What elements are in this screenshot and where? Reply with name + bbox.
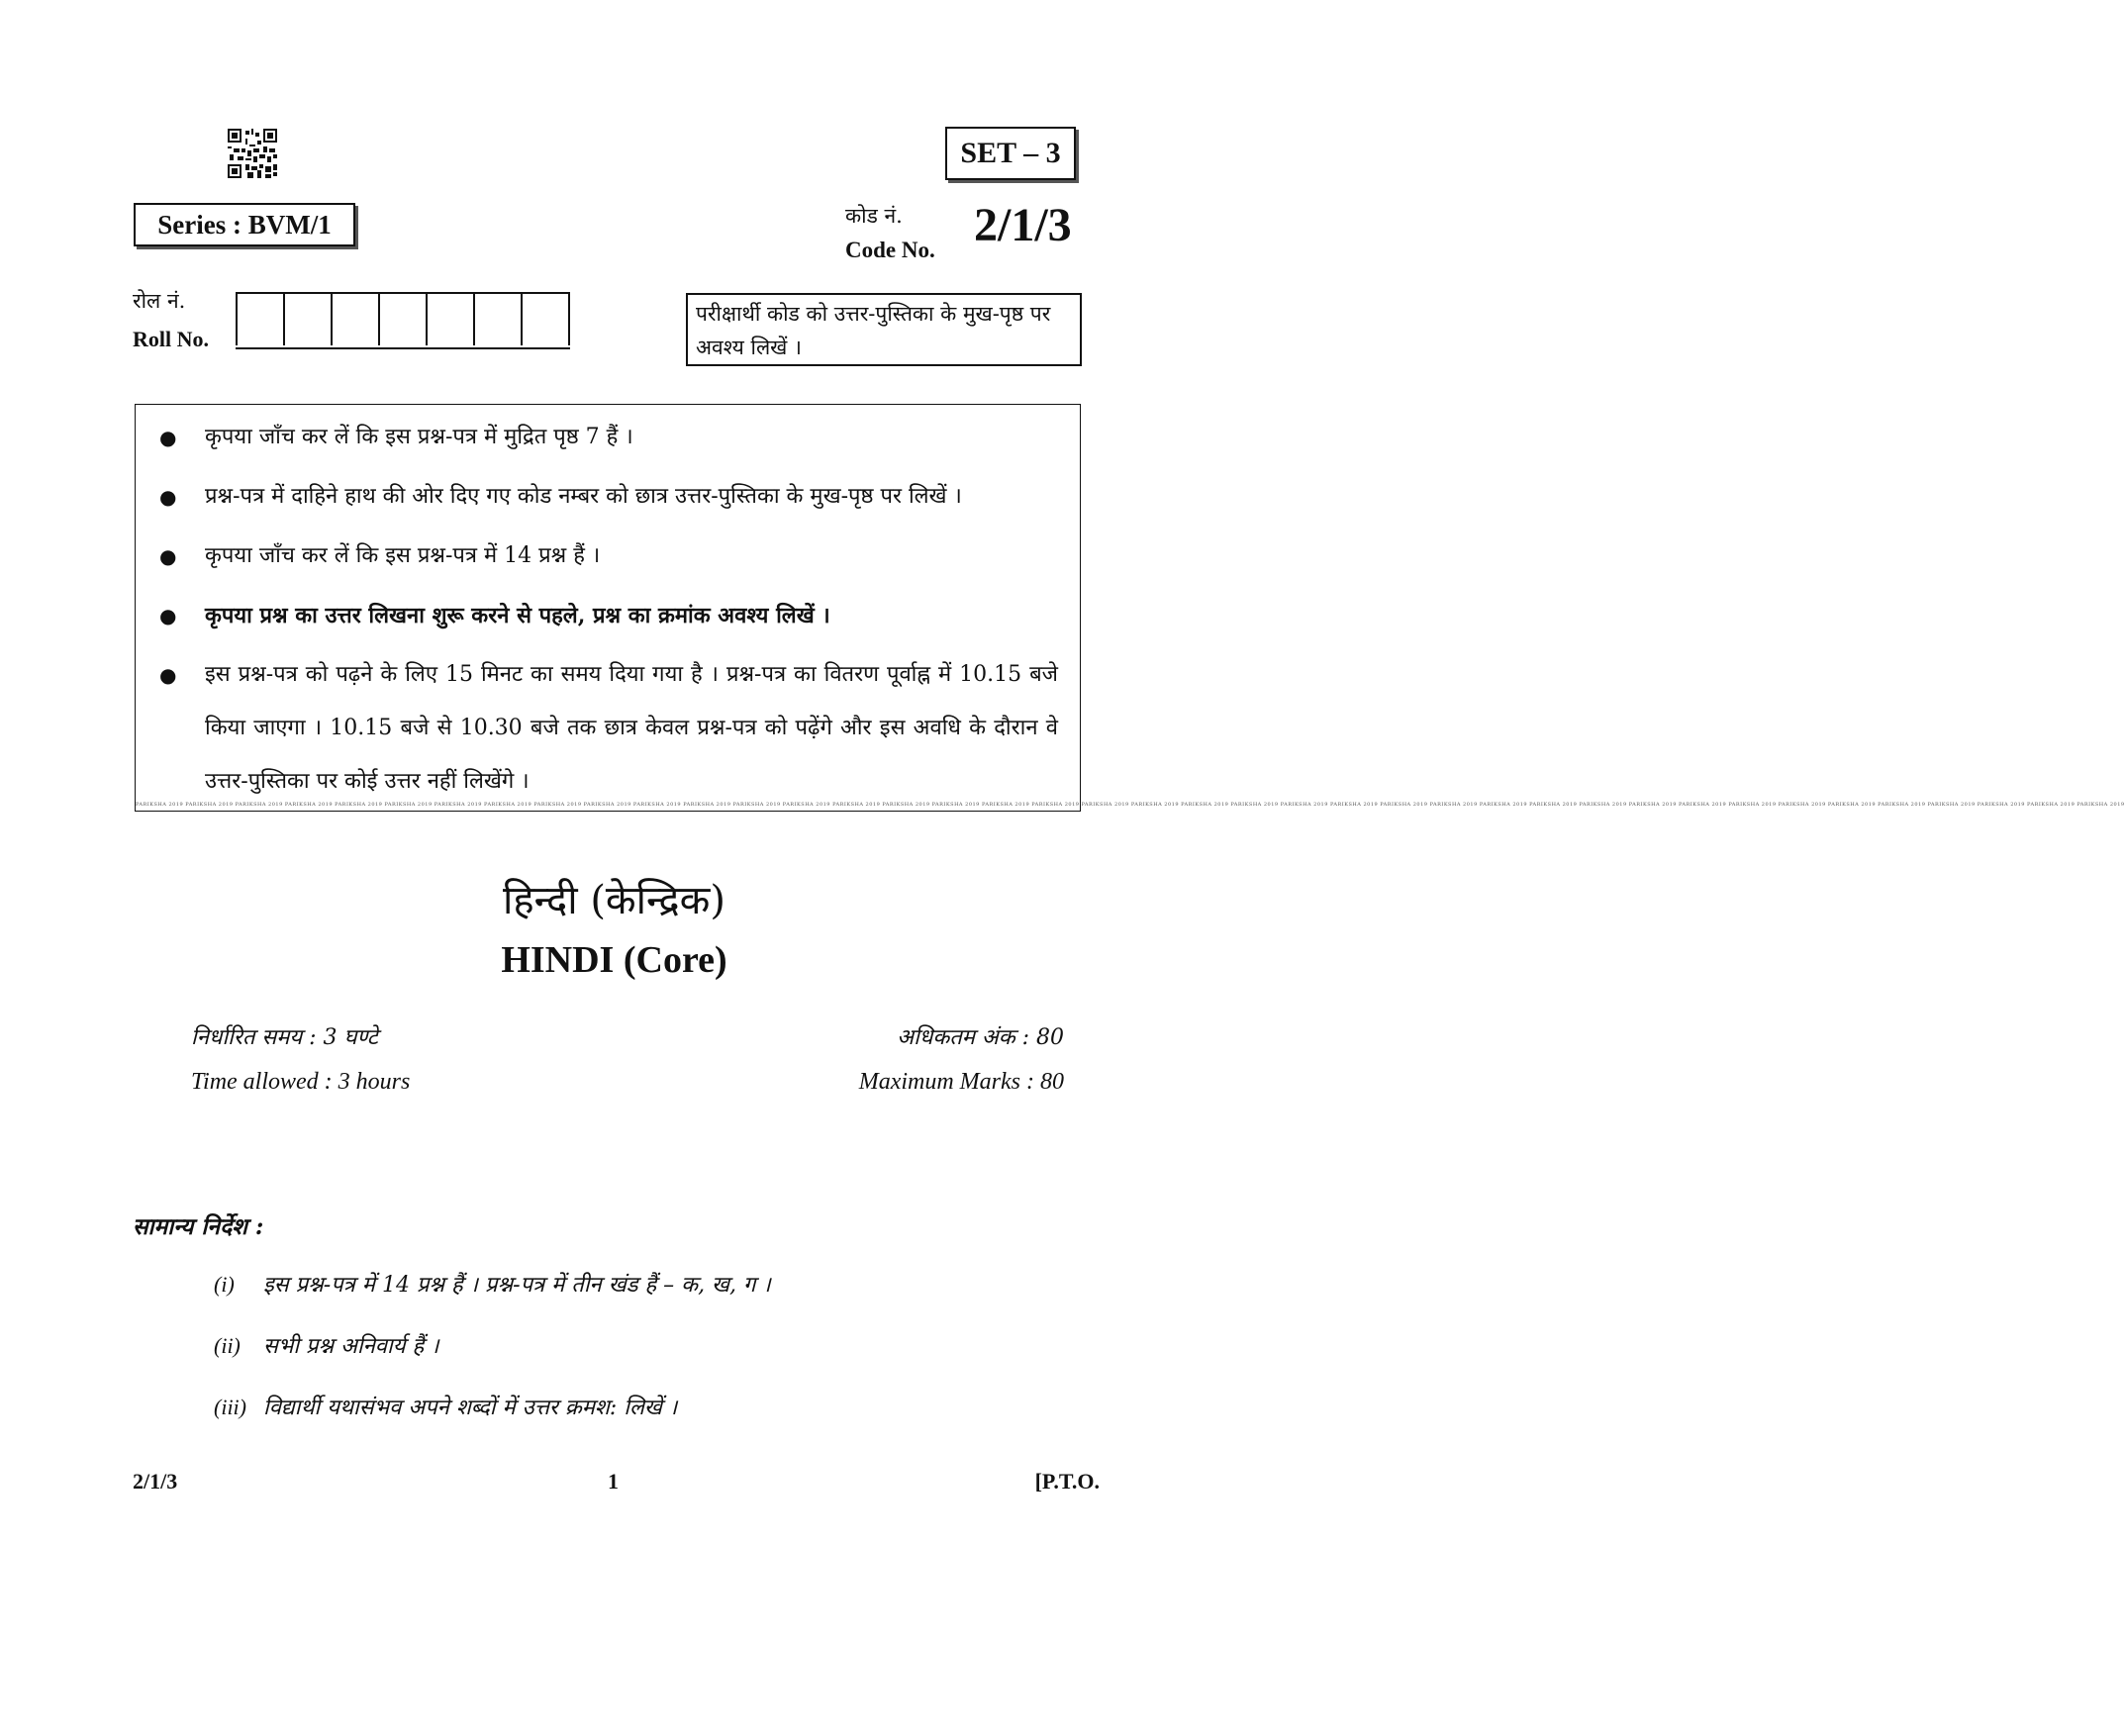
roll-number-cell [378,292,426,345]
instruction-text: प्रश्न-पत्र में दाहिने हाथ की ओर दिए गए कोड नम्बर को छात्र उत्तर-पुस्तिका के मुख-पृष्ठ पर लिखें । [205,484,962,509]
item-text: इस प्रश्न-पत्र में 14 प्रश्न हैं । प्रश्न-पत्र में तीन खंड हैं – क, ख, ग । [263,1273,771,1298]
roll-number-cell [521,292,570,345]
time-allowed-hindi: निर्धारित समय : 3 घण्टे [191,1025,378,1050]
instruction-text: इस प्रश्न-पत्र को पढ़ने के लिए 15 मिनट का समय दिया गया है । प्रश्न-पत्र का वितरण पूर्वाह्न में 10.15 बजे किया जाएगा । 10.15 बजे से 10.30 बजे तक छात्र केवल प्रश्न-पत्र को पढ़ेंगे और इस अवधि के दौरान वे उत्तर-पुस्तिका पर कोई उत्तर नहीं लिखेंगे । [205,662,1058,794]
subject-title-hindi: हिन्दी (केन्द्रिक) [503,878,725,923]
item-text: सभी प्रश्न अनिवार्य हैं । [263,1334,439,1359]
roll-number-cell [331,292,378,345]
code-label-hindi: कोड नं. [845,204,903,228]
roll-number-cell [426,292,473,345]
item-number: (ii) [214,1333,241,1358]
general-instruction-item [214,1269,771,1299]
time-allowed-english: Time allowed : 3 hours [191,1069,411,1095]
bullet-icon: ● [159,604,177,627]
footer-code: 2/1/3 [133,1469,178,1494]
watermark-strip: PARIKSHA 2019 PARIKSHA 2019 PARIKSHA 2019 PARIKSHA 2019 PARIKSHA 2019 PARIKSHA 2019 PARIKSHA 2019 PARIKSHA 2019 PARIKSHA 2019 PARIKSHA 2019 PARIKSHA 2019 PARIKSHA 2019 PARIKSHA 2019 PARIKSHA 2019 PARIKSHA 2019 PARIKSHA 2019 PARIKSHA 2019 PARIKSHA 2019 PARIKSHA 2019 PARIKSHA 2019 PARIKSHA 2019 PARIKSHA 2019 PARIKSHA 2019 PARIKSHA 2019 PARIKSHA 2019 PARIKSHA 2019 PARIKSHA 2019 PARIKSHA 2019 PARIKSHA 2019 PARIKSHA 2019 PARIKSHA 2019 PARIKSHA 2019 PARIKSHA 2019 PARIKSHA 2019 PARIKSHA 2019 PARIKSHA 2019 PARIKSHA 2019 PARIKSHA 2019 PARIKSHA 2019 PARIKSHA 2019 [136,802,2125,808]
roll-number-cell [236,292,283,345]
general-instruction-item [214,1392,677,1421]
series-label: Series : BVM/1 [157,209,332,240]
code-number: 2/1/3 [974,199,1072,251]
candidate-note-box [686,293,1082,366]
general-instruction-item [214,1330,439,1360]
roll-number-cell [473,292,521,345]
code-label-english: Code No. [845,238,935,262]
instruction-text: कृपया प्रश्न का उत्तर लिखना शुरू करने से पहले, प्रश्न का क्रमांक अवश्य लिखें । [205,603,830,628]
set-label: SET – 3 [960,137,1061,169]
max-marks-hindi: अधिकतम अंक : 80 [897,1025,1064,1050]
bullet-icon: ● [159,485,177,509]
roll-number-grid [236,292,570,349]
general-instructions-heading: सामान्य निर्देश : [133,1213,264,1240]
item-number: (iii) [214,1395,246,1419]
bullet-icon: ● [159,426,177,449]
item-number: (i) [214,1272,235,1297]
roll-label-english: Roll No. [133,327,209,351]
roll-number-cell [283,292,331,345]
set-number-box [945,127,1076,180]
instruction-text: कृपया जाँच कर लें कि इस प्रश्न-पत्र में मुद्रित पृष्ठ 7 हैं । [205,425,633,449]
item-text: विद्यार्थी यथासंभव अपने शब्दों में उत्तर क्रमश: लिखें । [263,1396,678,1420]
roll-label-hindi: रोल नं. [133,289,186,313]
footer-page-number: 1 [608,1469,619,1494]
subject-title-english: HINDI (Core) [501,939,727,981]
footer-pto: [P.T.O. [1034,1469,1100,1494]
instructions-box [135,404,2125,812]
series-box [134,203,355,246]
bullet-icon: ● [159,663,177,687]
candidate-note-text: परीक्षार्थी कोड को उत्तर-पुस्तिका के मुख-पृष्ठ पर अवश्य लिखें । [696,302,1051,359]
qr-code [228,129,277,178]
bullet-icon: ● [159,544,177,568]
instruction-text: कृपया जाँच कर लें कि इस प्रश्न-पत्र में 14 प्रश्न हैं । [205,543,601,568]
max-marks-english: Maximum Marks : 80 [858,1069,1064,1095]
